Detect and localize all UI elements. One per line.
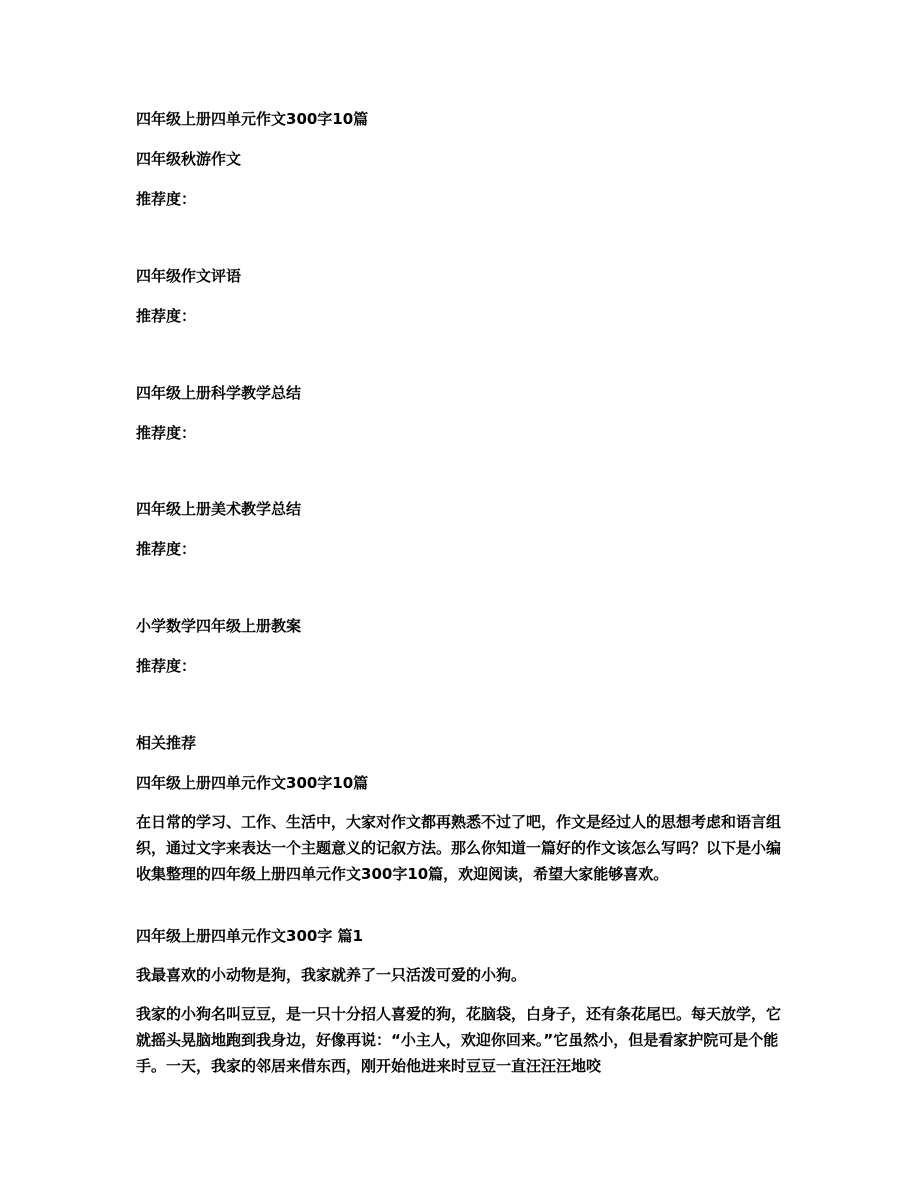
related-item-rating-label: 推荐度： [136, 190, 197, 208]
related-item-rating-label: 推荐度： [136, 657, 197, 675]
recommend-heading: 相关推荐 [136, 734, 197, 752]
article-paragraph: 我最喜欢的小动物是狗，我家就养了一只活泼可爱的小狗。 [136, 966, 527, 984]
related-item-title[interactable]: 四年级上册科学教学总结 [136, 384, 302, 402]
related-item-title[interactable]: 四年级上册美术教学总结 [136, 500, 302, 518]
related-item-rating-label: 推荐度： [136, 424, 197, 442]
related-item-rating-label: 推荐度： [136, 307, 197, 325]
related-item-rating-label: 推荐度： [136, 540, 197, 558]
article-section-title: 四年级上册四单元作文300字 篇1 [136, 927, 363, 945]
related-item-title[interactable]: 小学数学四年级上册教案 [136, 617, 302, 635]
article-title: 四年级上册四单元作文300字10篇 [136, 774, 369, 792]
document-title: 四年级上册四单元作文300字10篇 [136, 110, 369, 128]
related-item-title[interactable]: 四年级秋游作文 [136, 150, 242, 168]
article-paragraph: 我家的小狗名叫豆豆，是一只十分招人喜爱的狗，花脑袋，白身子，还有条花尾巴。每天放学，它就摇头晃脑地跑到我身边，好像再说：“小主人，欢迎你回来。”它虽然小，但是看家护院可是个能手。一天，我家的邻居来借东西，刚开始他进来时豆豆一直汪汪汪地咬 [136, 1005, 782, 1075]
article-intro: 在日常的学习、工作、生活中，大家对作文都再熟悉不过了吧，作文是经过人的思想考虑和语言组织，通过文字来表达一个主题意义的记叙方法。那么你知道一篇好的作文该怎么写吗？以下是小编收集整理的四年级上册四单元作文300字10篇，欢迎阅读，希望大家能够喜欢。 [136, 813, 782, 883]
related-item-title[interactable]: 四年级作文评语 [136, 267, 242, 285]
